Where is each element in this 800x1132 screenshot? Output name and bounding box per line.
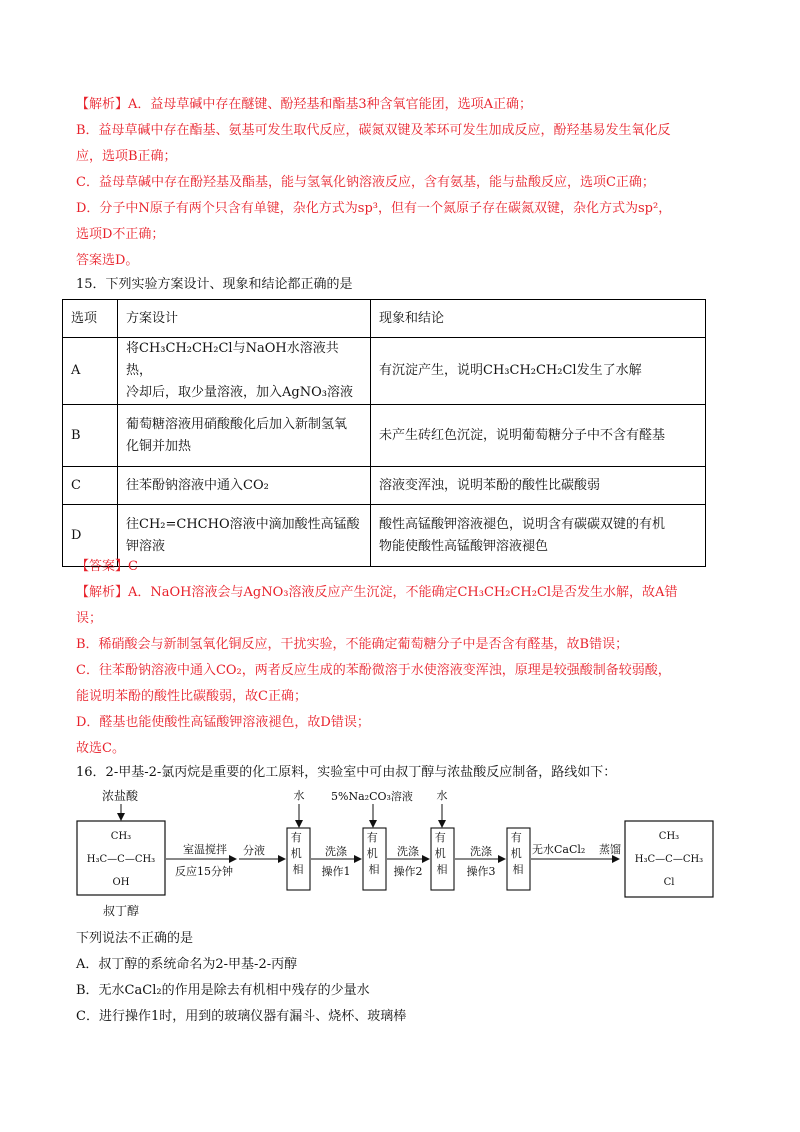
q16-option-c: C．进行操作1时，用到的玻璃仪器有漏斗、烧杯、玻璃棒: [76, 1009, 407, 1024]
organic-phase-label-4: [511, 831, 526, 876]
design-cell: [118, 338, 371, 405]
table-row: [63, 505, 706, 567]
water1-label: 水: [293, 789, 305, 802]
organic-phase-char: 有: [366, 831, 378, 844]
q15-analysis-line: C．往苯酚钠溶液中通入CO₂，两者反应生成的苯酚微溶于水使溶液变浑浊，原理是较强酸制备较弱酸，: [76, 663, 671, 678]
step1-top-label: 室温搅拌: [183, 843, 227, 856]
analysis14-answer: 答案选D。: [76, 253, 139, 268]
design-line: 钾溶液: [126, 538, 166, 554]
option-label: C: [63, 467, 118, 505]
product-top: CH₃: [658, 831, 680, 842]
table-row: [63, 467, 706, 505]
wash3-bottom-label: 操作3: [466, 865, 496, 878]
question-16-stem: 16．2-甲基-2-氯丙烷是重要的化工原料，实验室中可由叔丁醇与浓盐酸反应制备，路线如下：: [76, 765, 617, 780]
table-row: [63, 338, 706, 405]
result-line: 未产生砖红色沉淀，说明葡萄糖分子中不含有醛基: [379, 427, 666, 443]
design-line: 化铜并加热: [126, 438, 192, 454]
cacl2-label: 无水CaCl₂: [532, 843, 586, 856]
wash3-top-label: 洗涤: [470, 845, 492, 858]
analysis14-line-c: C．益母草碱中存在酚羟基及酯基，能与氢氧化钠溶液反应，含有氨基，能与盐酸反应，选项C正确；: [76, 175, 655, 190]
analysis14-line-b2: 应，选项B正确；: [76, 149, 177, 164]
result-cell: [371, 405, 706, 467]
result-cell: [371, 505, 706, 567]
organic-phase-label-3: [435, 831, 450, 876]
reagent-hcl-label: 浓盐酸: [102, 789, 139, 803]
q15-analysis-line: 误；: [76, 611, 103, 626]
q16-option-a: A．叔丁醇的系统命名为2-甲基-2-丙醇: [76, 957, 298, 972]
design-line: 冷却后，取少量溶液，加入AgNO₃溶液: [126, 385, 353, 400]
water2-label: 水: [436, 789, 448, 802]
analysis14-line-d2: 选项D不正确；: [76, 227, 165, 242]
organic-phase-char: 相: [292, 863, 304, 876]
q15-analysis-line: 故选C。: [76, 741, 125, 756]
organic-phase-label-1: [291, 831, 306, 876]
design-line: 葡萄糖溶液用硝酸酸化后加入新制氢氧: [126, 416, 348, 432]
design-cell: [118, 405, 371, 467]
q15-analysis-line: 【解析】A．NaOH溶液会与AgNO₃溶液反应产生沉淀，不能确定CH₃CH₂CH₂Cl是否发生水解，故A错: [76, 585, 678, 600]
organic-phase-char: 相: [436, 863, 448, 876]
header-option: 选项: [63, 300, 118, 338]
synthesis-flowchart: [76, 787, 716, 927]
option-label: B: [63, 405, 118, 467]
q16-option-b: B．无水CaCl₂的作用是除去有机相中残存的少量水: [76, 983, 370, 998]
organic-phase-char: 相: [368, 863, 380, 876]
q15-analysis-line: D．醛基也能使酸性高锰酸钾溶液褪色，故D错误；: [76, 715, 370, 730]
design-line: 往CH₂=CHCHO溶液中滴加酸性高锰酸: [126, 516, 360, 532]
q15-analysis-line: 能说明苯酚的酸性比碳酸弱，故C正确；: [76, 689, 307, 704]
na2co3-label: 5%Na₂CO₃溶液: [331, 790, 413, 803]
product-mid: H₃C—C—CH₃: [634, 854, 704, 865]
organic-phase-char: 机: [290, 847, 302, 860]
organic-phase-char: 有: [290, 831, 302, 844]
q15-answer: 【答案】C: [76, 559, 138, 574]
option-label: D: [63, 505, 118, 567]
header-result: 现象和结论: [371, 300, 706, 338]
q16-question: 下列说法不正确的是: [76, 931, 194, 946]
result-line: 有沉淀产生，说明CH₃CH₂CH₂Cl发生了水解: [379, 363, 642, 378]
tbuoh-bottom: OH: [112, 877, 130, 888]
design-cell: [118, 505, 371, 567]
wash1-top-label: 洗涤: [325, 845, 347, 858]
wash1-bottom-label: 操作1: [321, 865, 351, 878]
design-cell: [118, 467, 371, 505]
organic-phase-char: 机: [434, 847, 446, 860]
wash2-top-label: 洗涤: [397, 845, 419, 858]
experiment-table: [62, 299, 706, 567]
result-line: 物能使酸性高锰酸钾溶液褪色: [379, 538, 549, 554]
analysis14-line-b1: B．益母草碱中存在酯基、氨基可发生取代反应，碳氮双键及苯环可发生加成反应，酚羟基易发生氧化反: [76, 123, 671, 138]
analysis14-line-d1: D．分子中N原子有两个只含有单键，杂化方式为sp³，但有一个氮原子存在碳氮双键，杂化方式为sp²，: [76, 201, 672, 216]
distill-label: 蒸馏: [599, 843, 621, 856]
result-line: 溶液变浑浊，说明苯酚的酸性比碳酸弱: [379, 477, 601, 493]
organic-phase-char: 有: [510, 831, 522, 844]
organic-phase-label-2: [367, 831, 382, 876]
step2-label: 分液: [243, 844, 265, 857]
option-label: A: [63, 338, 118, 405]
design-line: 将CH₃CH₂CH₂Cl与NaOH水溶液共热，: [126, 341, 339, 378]
tbuoh-top: CH₃: [110, 831, 132, 842]
tbuoh-mid: H₃C—C—CH₃: [86, 854, 156, 865]
design-line: 往苯酚钠溶液中通入CO₂: [126, 477, 269, 493]
question-15-stem: 15．下列实验方案设计、现象和结论都正确的是: [76, 277, 353, 292]
wash2-bottom-label: 操作2: [393, 865, 423, 878]
result-cell: [371, 467, 706, 505]
tbuoh-name: 叔丁醇: [102, 904, 140, 918]
organic-phase-char: 相: [512, 863, 524, 876]
organic-phase-char: 机: [510, 847, 522, 860]
header-design: 方案设计: [118, 300, 371, 338]
organic-phase-char: 机: [366, 847, 378, 860]
table-row: [63, 405, 706, 467]
q15-analysis-line: B．稀硝酸会与新制氢氧化铜反应，干扰实验，不能确定葡萄糖分子中是否含有醛基，故B错误；: [76, 637, 629, 652]
organic-phase-char: 有: [434, 831, 446, 844]
step1-bottom-label: 反应15分钟: [175, 865, 233, 878]
result-line: 酸性高锰酸钾溶液褪色，说明含有碳碳双键的有机: [379, 516, 666, 532]
product-bottom: Cl: [663, 877, 675, 888]
table-header-row: [63, 300, 706, 338]
analysis14-line-a: 【解析】A．益母草碱中存在醚键、酚羟基和酯基3种含氧官能团，选项A正确；: [76, 97, 533, 112]
result-cell: [371, 338, 706, 405]
